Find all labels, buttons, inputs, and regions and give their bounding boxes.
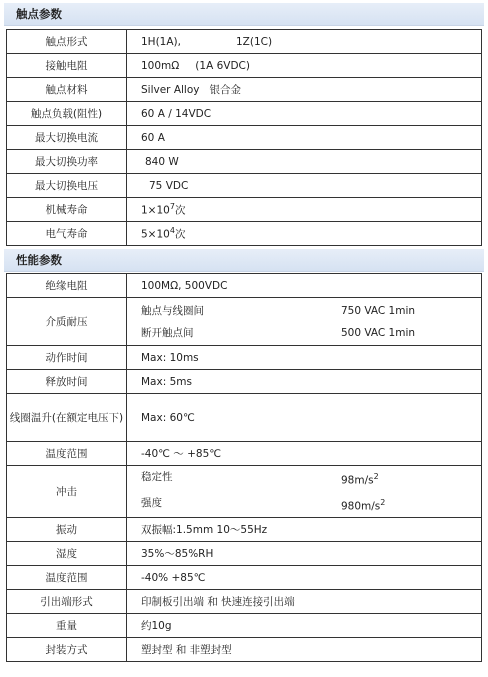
row-label: 绝缘电阻 <box>7 274 127 298</box>
table-row <box>7 542 482 566</box>
row-value: 100MΩ, 500VDC <box>127 274 482 298</box>
table-row <box>7 274 482 298</box>
table-row <box>7 466 482 518</box>
row-label: 温度范围 <box>7 442 127 466</box>
row-label: 触点负载(阻性) <box>7 102 127 126</box>
row-value: 840 W <box>127 150 482 174</box>
row-value: Max: 10ms <box>127 346 482 370</box>
performance-params-header <box>4 249 484 272</box>
row-value: 75 VDC <box>127 174 482 198</box>
table-row <box>7 638 482 662</box>
table-row <box>7 518 482 542</box>
table-row <box>7 566 482 590</box>
row-value: 100mΩ (1A 6VDC) <box>127 54 482 78</box>
row-value: 60 A / 14VDC <box>127 102 482 126</box>
row-value: 稳定性 $98m/s^2$ 强度 $980m/s^2$ <box>127 466 482 518</box>
row-value: 塑封型 和 非塑封型 <box>127 638 482 662</box>
row-label: 最大切换电流 <box>7 126 127 150</box>
row-value: 约10g <box>127 614 482 638</box>
contact-params-table <box>6 29 482 246</box>
row-label: 封装方式 <box>7 638 127 662</box>
row-value: Max: 60℃ <box>127 394 482 442</box>
row-label: 振动 <box>7 518 127 542</box>
row-label: 触点材料 <box>7 78 127 102</box>
table-row <box>7 102 482 126</box>
row-label: 重量 <box>7 614 127 638</box>
row-value: $5\times 10^4$次 <box>127 222 482 246</box>
row-label: 接触电阻 <box>7 54 127 78</box>
row-label: 触点形式 <box>7 30 127 54</box>
row-value: 35%～85%RH <box>127 542 482 566</box>
contact-params-header <box>4 3 484 26</box>
row-label: 最大切换电压 <box>7 174 127 198</box>
row-label: 冲击 <box>7 466 127 518</box>
table-row <box>7 614 482 638</box>
table-row <box>7 394 482 442</box>
row-label: 湿度 <box>7 542 127 566</box>
row-label: 动作时间 <box>7 346 127 370</box>
table-row <box>7 126 482 150</box>
performance-params-table <box>6 273 482 662</box>
row-label: 介质耐压 <box>7 298 127 346</box>
row-label: 机械寿命 <box>7 198 127 222</box>
performance-params-title: 性能参数 <box>16 253 62 267</box>
row-value: 触点与线圈间 750 VAC 1min 断开触点间 500 VAC 1min <box>127 298 482 346</box>
table-row <box>7 198 482 222</box>
table-row <box>7 346 482 370</box>
table-row <box>7 590 482 614</box>
table-row <box>7 54 482 78</box>
row-label: 引出端形式 <box>7 590 127 614</box>
row-label: 释放时间 <box>7 370 127 394</box>
table-row <box>7 298 482 346</box>
row-label: 电气寿命 <box>7 222 127 246</box>
row-value: 印制板引出端 和 快速连接引出端 <box>127 590 482 614</box>
row-value: $1\times 10^7$次 <box>127 198 482 222</box>
table-row <box>7 30 482 54</box>
row-value: 1H(1A), 1Z(1C) <box>127 30 482 54</box>
row-label: 最大切换功率 <box>7 150 127 174</box>
table-row <box>7 442 482 466</box>
row-value: Max: 5ms <box>127 370 482 394</box>
contact-params-title: 触点参数 <box>16 7 62 21</box>
row-label: 温度范围 <box>7 566 127 590</box>
row-value: 双振幅:1.5mm 10～55Hz <box>127 518 482 542</box>
row-value: 60 A <box>127 126 482 150</box>
row-value: Silver Alloy 银合金 <box>127 78 482 102</box>
table-row <box>7 174 482 198</box>
row-label: 线圈温升(在额定电压下) <box>7 394 127 442</box>
table-row <box>7 78 482 102</box>
table-row <box>7 150 482 174</box>
row-value: -40% +85℃ <box>127 566 482 590</box>
table-row <box>7 370 482 394</box>
table-row <box>7 222 482 246</box>
row-value: -40℃ ～ +85℃ <box>127 442 482 466</box>
